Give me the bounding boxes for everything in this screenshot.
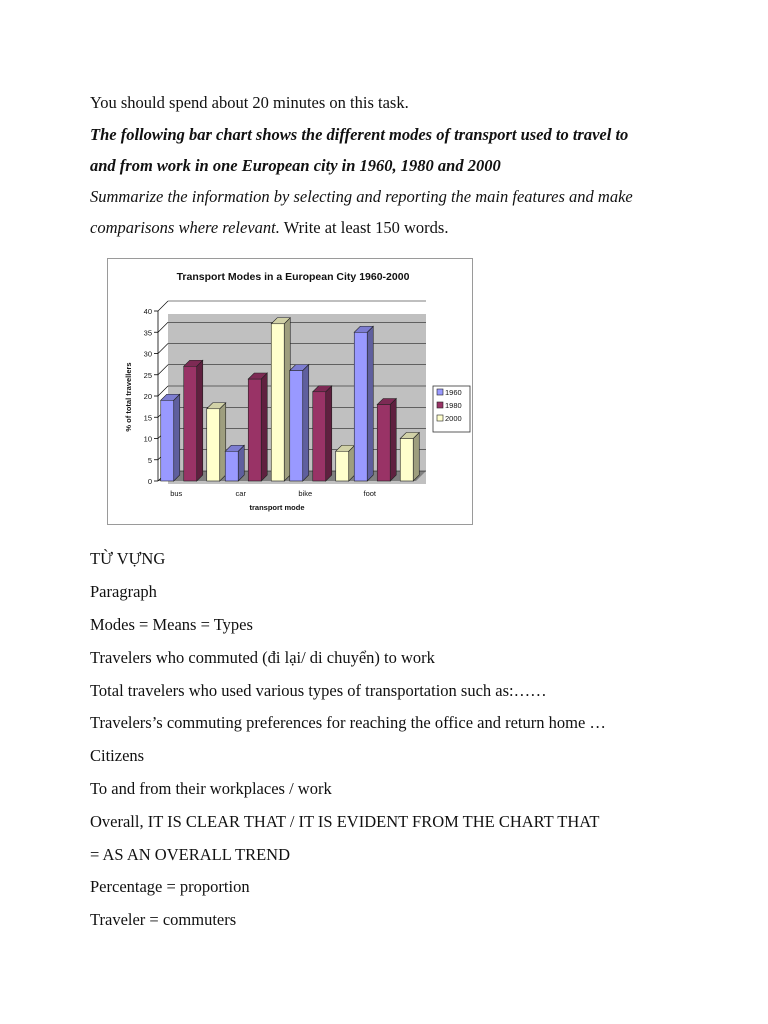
- vocab-line: Total travelers who used various types of transportation such as:……: [90, 681, 547, 700]
- y-tick-label: 15: [143, 413, 152, 423]
- task-prompt-line-2: and from work in one European city in 1960, 1980 and 2000: [90, 156, 501, 175]
- x-tick-label: foot: [363, 489, 377, 498]
- bar-side: [284, 318, 290, 481]
- vocab-line: Overall, IT IS CLEAR THAT / IT IS EVIDENT FROM THE CHART THAT: [90, 812, 600, 831]
- y-tick-label: 0: [147, 477, 152, 486]
- legend-swatch: [437, 402, 443, 408]
- bar-side: [174, 394, 180, 481]
- x-tick-label: car: [235, 489, 246, 498]
- bar: [336, 451, 349, 481]
- legend-label: 1960: [445, 388, 462, 397]
- gridline-depth: [158, 322, 168, 332]
- bar-chart: [108, 259, 472, 524]
- bar-side: [413, 433, 419, 482]
- vocab-line: Citizens: [90, 746, 145, 765]
- y-axis-label: % of total travellers: [124, 362, 133, 432]
- bar-side: [326, 386, 332, 481]
- bar: [207, 409, 220, 481]
- gridline-depth: [158, 301, 168, 311]
- y-tick-label: 25: [143, 370, 152, 380]
- gridline-depth: [158, 365, 168, 375]
- x-tick-label: bike: [298, 489, 313, 498]
- instruction-italic-part: comparisons where relevant.: [90, 218, 280, 237]
- instruction-line-1: Summarize the information by selecting and reporting the main features and make: [90, 187, 633, 206]
- legend-swatch: [437, 415, 443, 421]
- y-tick-label: 5: [147, 455, 152, 465]
- vocab-line: Traveler = commuters: [90, 910, 237, 929]
- bar: [313, 392, 326, 481]
- bar-side: [390, 399, 396, 482]
- y-tick-label: 30: [143, 349, 152, 359]
- vocab-line: Travelers who commuted (đi lại/ di chuyển) to work: [90, 648, 435, 667]
- bar: [248, 379, 261, 481]
- bar: [225, 451, 238, 481]
- bar: [377, 405, 390, 482]
- y-tick-label: 10: [143, 434, 152, 444]
- bar-chart-frame: [107, 258, 473, 525]
- legend: [433, 386, 470, 432]
- vocab-line: Travelers’s commuting preferences for reaching the office and return home …: [90, 713, 606, 732]
- x-axis-label: transport mode: [249, 503, 305, 512]
- vocab-line: Percentage = proportion: [90, 877, 250, 896]
- bar-side: [197, 360, 203, 481]
- vocab-line: Paragraph: [90, 582, 157, 601]
- vocab-heading: TỪ VỰNG: [90, 549, 166, 568]
- bar: [290, 371, 303, 482]
- y-tick-label: 20: [143, 392, 152, 401]
- bar: [184, 366, 197, 481]
- bar: [161, 400, 174, 481]
- chart-title: Transport Modes in a European City 1960-2000: [176, 271, 410, 283]
- instruction-line-2: [90, 218, 448, 238]
- vocab-line: = AS AN OVERALL TREND: [90, 845, 290, 864]
- time-instruction: You should spend about 20 minutes on this task.: [90, 93, 409, 112]
- legend-label: 2000: [445, 414, 462, 423]
- bar-side: [303, 365, 309, 482]
- legend-swatch: [437, 389, 443, 395]
- bar-side: [261, 373, 267, 481]
- bar: [400, 439, 413, 482]
- legend-label: 1980: [445, 401, 462, 410]
- y-tick-label: 40: [143, 307, 152, 316]
- x-tick-label: bus: [170, 489, 183, 498]
- bar: [354, 332, 367, 481]
- y-tick-label: 35: [143, 328, 152, 338]
- vocab-line: To and from their workplaces / work: [90, 779, 332, 798]
- word-count-instruction: Write at least 150 words.: [279, 218, 449, 237]
- gridline-depth: [158, 344, 168, 354]
- bar-side: [367, 326, 373, 481]
- bar: [271, 324, 284, 481]
- vocab-line: Modes = Means = Types: [90, 615, 253, 634]
- bar-side: [220, 403, 226, 481]
- task-prompt-line-1: The following bar chart shows the different modes of transport used to travel to: [90, 125, 629, 144]
